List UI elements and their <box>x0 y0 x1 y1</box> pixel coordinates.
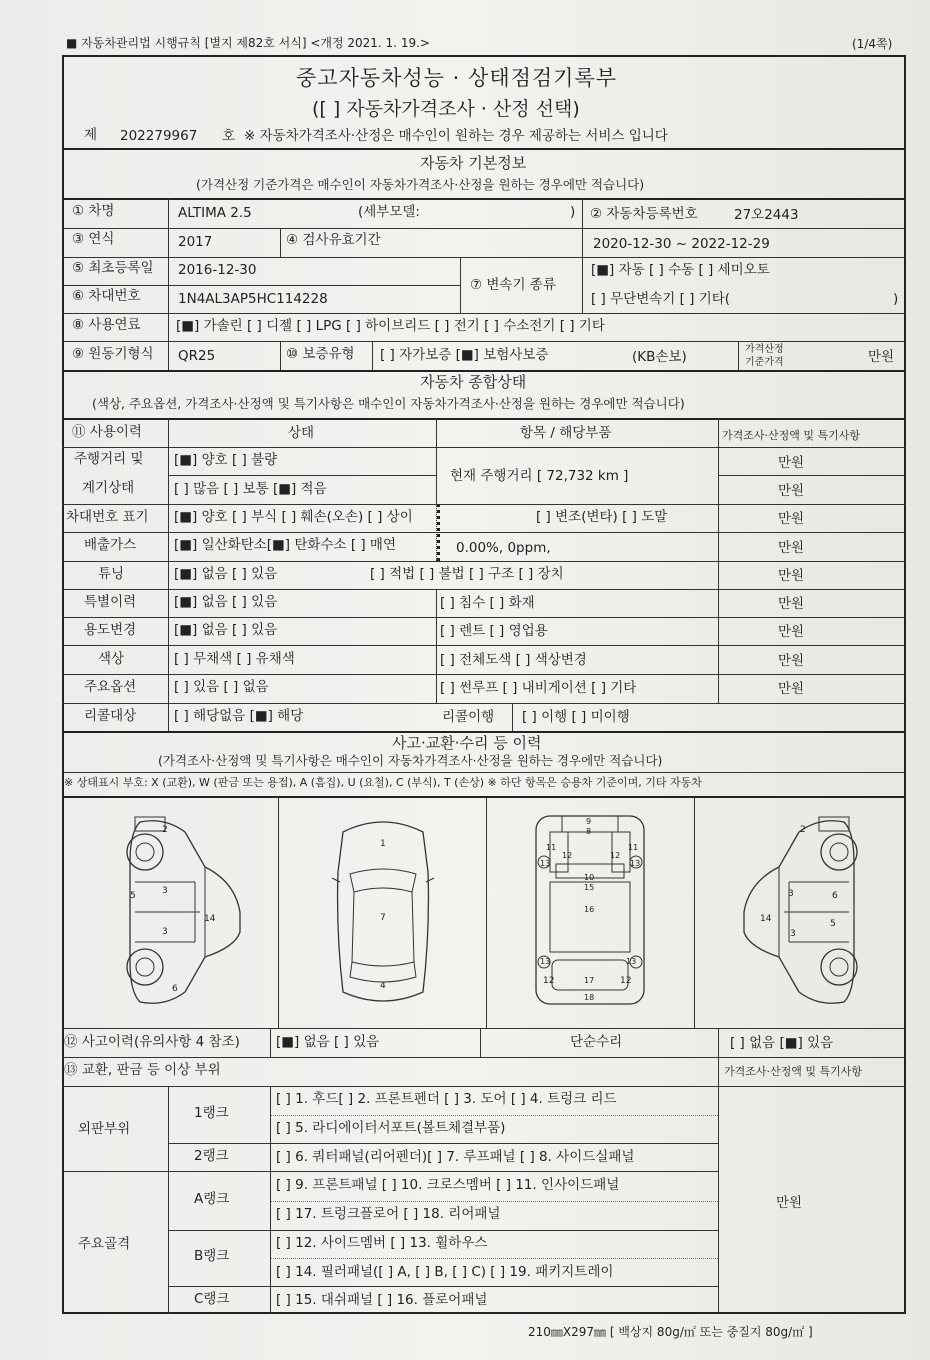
car-left-side-diagram <box>110 812 260 1012</box>
row-emission-item: 0.00%, 0ppm, <box>456 540 551 556</box>
diagram-under-13a: 13 <box>540 859 551 868</box>
row-color-price: 만원 <box>778 653 805 669</box>
row-tuning-item: [ ] 적법 [ ] 불법 [ ] 구조 [ ] 장치 <box>370 566 564 582</box>
row-color-label: 색상 <box>98 651 125 667</box>
price-base-unit: 만원 <box>868 349 895 365</box>
diagram-under-13b: 13 <box>630 859 641 868</box>
accident-history-label: ⑫ 사고이력(유의사항 4 참조) <box>64 1034 240 1050</box>
diagram-under-12a: 12 <box>562 851 573 860</box>
engine-label: ⑨ 원동기형식 <box>72 346 154 362</box>
basic-info-heading: 자동차 기본정보 <box>420 154 527 172</box>
accident-subheading: (가격조사·산정액 및 특기사항은 매수인이 자동차가격조사·산정을 원하는 경우에만 적습니다) <box>158 753 663 768</box>
diagram-right-2: 2 <box>800 825 806 835</box>
row-options-item: [ ] 썬루프 [ ] 내비게이션 [ ] 기타 <box>440 680 637 696</box>
car-name-value: ALTIMA 2.5 <box>178 205 252 221</box>
rankA-line1: [ ] 9. 프론트패널 [ ] 10. 크로스멤버 [ ] 11. 인사이드패널 <box>276 1177 620 1193</box>
diagram-under-13c: 13 <box>540 957 551 966</box>
diagram-under-12c: 12 <box>543 976 555 986</box>
status-legend: ※ 상태표시 부호: X (교환), W (판금 또는 용접), A (흠집), U (요철), C (부식), T (손상) ※ 하단 항목은 승용차 기준이며, 기타 자동차 <box>64 776 702 789</box>
parts-heading: ⑬ 교환, 판금 등 이상 부위 <box>64 1062 221 1078</box>
row-tuning-label: 튜닝 <box>98 566 125 582</box>
transmission-close: ) <box>893 291 899 307</box>
accident-history-value: [■] 없음 [ ] 있음 <box>276 1034 380 1050</box>
row-vin-mark-state: [■] 양호 [ ] 부식 [ ] 훼손(오손) [ ] 상이 <box>174 509 413 525</box>
diagram-right-5: 5 <box>830 919 836 929</box>
rankC-label: C랭크 <box>194 1291 230 1307</box>
row-options-label: 주요옵션 <box>84 679 137 695</box>
warranty-value: [ ] 자가보증 [■] 보험사보증 <box>380 347 549 363</box>
inspection-value: 2020-12-30 ~ 2022-12-29 <box>593 236 770 252</box>
item-col-header: 항목 / 해당부품 <box>520 425 612 441</box>
rankB-line2: [ ] 14. 필러패널([ ] A, [ ] B, [ ] C) [ ] 19. 패키지트레이 <box>276 1264 614 1280</box>
registration-value: 27오2443 <box>734 207 799 223</box>
row-options-state: [ ] 있음 [ ] 없음 <box>174 679 269 695</box>
history-col-header: ⑪ 사용이력 <box>72 424 142 440</box>
diagram-under-11a: 11 <box>546 843 557 852</box>
frame-label: 주요골격 <box>78 1236 131 1252</box>
accident-heading: 사고·교환·수리 등 이력 <box>392 734 542 752</box>
price-base-label-1: 가격산정 <box>745 344 784 355</box>
row-emission-price: 만원 <box>778 540 805 556</box>
row-mileage-price: 만원 <box>778 455 805 471</box>
row-meter-price: 만원 <box>778 483 805 499</box>
vin-value: 1N4AL3AP5HC114228 <box>178 291 328 307</box>
row-emission-state: [■] 일산화탄소[■] 탄화수소 [ ] 매연 <box>174 537 397 553</box>
first-registration-label: ⑤ 최초등록일 <box>72 260 154 276</box>
row-vin-mark-label: 차대번호 표기 <box>66 509 149 525</box>
diagram-left-2: 2 <box>162 825 168 835</box>
row-vin-mark-price: 만원 <box>778 511 805 527</box>
overall-subheading: (색상, 주요옵션, 가격조사·산정액 및 특기사항은 매수인이 자동차가격조사·산정을 원하는 경우에만 적습니다) <box>92 396 685 411</box>
diagram-right-3a: 3 <box>788 889 794 899</box>
price-col-header: 가격조사·산정액 및 특기사항 <box>722 429 861 442</box>
diagram-under-8: 8 <box>586 827 592 836</box>
transmission-line2: [ ] 무단변속기 [ ] 기타( <box>591 291 731 307</box>
diagram-under-12d: 12 <box>620 976 632 986</box>
recall-item-label: 리콜이행 <box>442 709 495 725</box>
rank1-line2: [ ] 5. 라디에이터서포트(볼트체결부품) <box>276 1120 506 1136</box>
row-tuning-state: [■] 없음 [ ] 있음 <box>174 566 278 582</box>
year-value: 2017 <box>178 234 213 250</box>
fuel-value: [■] 가솔린 [ ] 디젤 [ ] LPG [ ] 하이브리드 [ ] 전기 [ ] 수소전기 [ ] 기타 <box>176 318 605 334</box>
paper-spec: 210㎜X297㎜ [ 백상지 80g/㎡ 또는 중질지 80g/㎡ ] <box>528 1325 813 1339</box>
diagram-right-6: 6 <box>832 891 838 901</box>
warranty-company: (KB손보) <box>632 349 687 365</box>
first-registration-value: 2016-12-30 <box>178 262 257 278</box>
row-color-item: [ ] 전체도색 [ ] 색상변경 <box>440 652 587 668</box>
engine-value: QR25 <box>178 348 216 364</box>
simple-repair-value: [ ] 없음 [■] 있음 <box>730 1035 834 1051</box>
parts-price-heading: 가격조사·산정액 및 특기사항 <box>724 1065 863 1078</box>
warranty-label: ⑩ 보증유형 <box>286 346 355 362</box>
rank2-label: 2랭크 <box>194 1148 229 1164</box>
row-usage-price: 만원 <box>778 624 805 640</box>
recall-state: [ ] 해당없음 [■] 해당 <box>174 708 304 724</box>
row-special-price: 만원 <box>778 596 805 612</box>
state-col-header: 상태 <box>288 425 315 441</box>
basic-info-subheading: (가격산정 기준가격은 매수인이 자동차가격조사·산정을 원하는 경우에만 적습니다) <box>196 177 645 192</box>
diagram-left-14: 14 <box>204 914 216 924</box>
diagram-under-13d: 13 <box>626 957 637 966</box>
recall-item: [ ] 이행 [ ] 미이행 <box>522 709 630 725</box>
diagram-under-16: 16 <box>584 905 595 914</box>
rankB-line1: [ ] 12. 사이드멤버 [ ] 13. 휠하우스 <box>276 1235 488 1251</box>
rankB-label: B랭크 <box>194 1248 230 1264</box>
diagram-under-18: 18 <box>584 993 595 1002</box>
record-number-label: 제 <box>84 127 98 143</box>
fuel-label: ⑧ 사용연료 <box>72 317 141 333</box>
car-name-label: ① 차명 <box>72 203 115 219</box>
diagram-top-7: 7 <box>380 913 386 923</box>
transmission-label: ⑦ 변속기 종류 <box>470 277 556 293</box>
row-mileage-item: 현재 주행거리 [ 72,732 km ] <box>450 468 629 484</box>
row-usage-label: 용도변경 <box>84 622 137 638</box>
transmission-line1: [■] 자동 [ ] 수동 [ ] 세미오토 <box>591 262 770 278</box>
diagram-top-4: 4 <box>380 981 386 991</box>
rank1-label: 1랭크 <box>194 1105 229 1121</box>
year-label: ③ 연식 <box>72 231 115 247</box>
diagram-under-15: 15 <box>584 883 595 892</box>
rankA-line2: [ ] 17. 트렁크플로어 [ ] 18. 리어패널 <box>276 1206 501 1222</box>
record-number: 202279967 <box>120 128 198 144</box>
row-emission-label: 배출가스 <box>84 537 137 553</box>
overall-heading: 자동차 종합상태 <box>420 373 527 391</box>
page-number: (1/4쪽) <box>852 37 893 51</box>
simple-repair-label: 단순수리 <box>570 1034 623 1050</box>
diagram-right-14: 14 <box>760 914 772 924</box>
diagram-left-6: 6 <box>172 984 178 994</box>
diagram-under-11b: 11 <box>628 843 639 852</box>
detail-model-label: (세부모델: <box>358 204 420 220</box>
row-color-state: [ ] 무채색 [ ] 유채색 <box>174 651 295 667</box>
diagram-left-3a: 3 <box>162 886 168 896</box>
row-options-price: 만원 <box>778 681 805 697</box>
parts-price-unit: 만원 <box>776 1195 803 1211</box>
recall-label: 리콜대상 <box>84 708 137 724</box>
row-tuning-price: 만원 <box>778 568 805 584</box>
vin-label: ⑥ 차대번호 <box>72 288 141 304</box>
row-special-label: 특별이력 <box>84 594 137 610</box>
car-right-side-diagram <box>724 812 874 1012</box>
rankA-label: A랭크 <box>194 1191 230 1207</box>
form-subtitle: ([ ] 자동차가격조사 · 산정 선택) <box>312 98 580 120</box>
rank1-line1: [ ] 1. 후드[ ] 2. 프론트펜더 [ ] 3. 도어 [ ] 4. 트렁크 리드 <box>276 1091 617 1107</box>
rankC-line1: [ ] 15. 대쉬패널 [ ] 16. 플로어패널 <box>276 1292 488 1308</box>
row-mileage-state: [■] 양호 [ ] 불량 <box>174 452 278 468</box>
regulation-header: ■ 자동차관리법 시행규칙 [별지 제82호 서식] <개정 2021. 1. 19.> <box>66 36 430 50</box>
diagram-left-3b: 3 <box>162 927 168 937</box>
diagram-right-3b: 3 <box>790 929 796 939</box>
row-special-state: [■] 없음 [ ] 있음 <box>174 594 278 610</box>
row-vin-mark-item: [ ] 변조(변타) [ ] 도말 <box>536 509 668 525</box>
inspection-label: ④ 검사유효기간 <box>286 232 381 248</box>
detail-model-close: ) <box>570 204 576 220</box>
diagram-under-10: 10 <box>584 873 595 882</box>
service-notice: ※ 자동차가격조사·산정은 매수인이 원하는 경우 제공하는 서비스 입니다 <box>244 128 668 144</box>
diagram-under-17: 17 <box>584 976 595 985</box>
registration-label: ② 자동차등록번호 <box>590 206 698 222</box>
outer-panel-label: 외판부위 <box>78 1121 131 1137</box>
record-number-suffix: 호 <box>222 128 236 144</box>
diagram-under-12b: 12 <box>610 851 621 860</box>
row-usage-item: [ ] 렌트 [ ] 영업용 <box>440 623 548 639</box>
row-usage-state: [■] 없음 [ ] 있음 <box>174 622 278 638</box>
row-mileage-label: 주행거리 및 <box>74 451 144 467</box>
diagram-under-9: 9 <box>586 817 592 826</box>
row-meter-label: 계기상태 <box>82 480 135 496</box>
price-base-label-2: 기준가격 <box>745 357 784 368</box>
diagram-top-1: 1 <box>380 839 386 849</box>
row-meter-state: [ ] 많음 [ ] 보통 [■] 적음 <box>174 481 327 497</box>
form-title: 중고자동차성능 · 상태점검기록부 <box>296 66 618 90</box>
rank2-line1: [ ] 6. 쿼터패널(리어펜더)[ ] 7. 루프패널 [ ] 8. 사이드실패널 <box>276 1149 635 1165</box>
diagram-left-5: 5 <box>130 891 136 901</box>
row-special-item: [ ] 침수 [ ] 화재 <box>440 595 535 611</box>
